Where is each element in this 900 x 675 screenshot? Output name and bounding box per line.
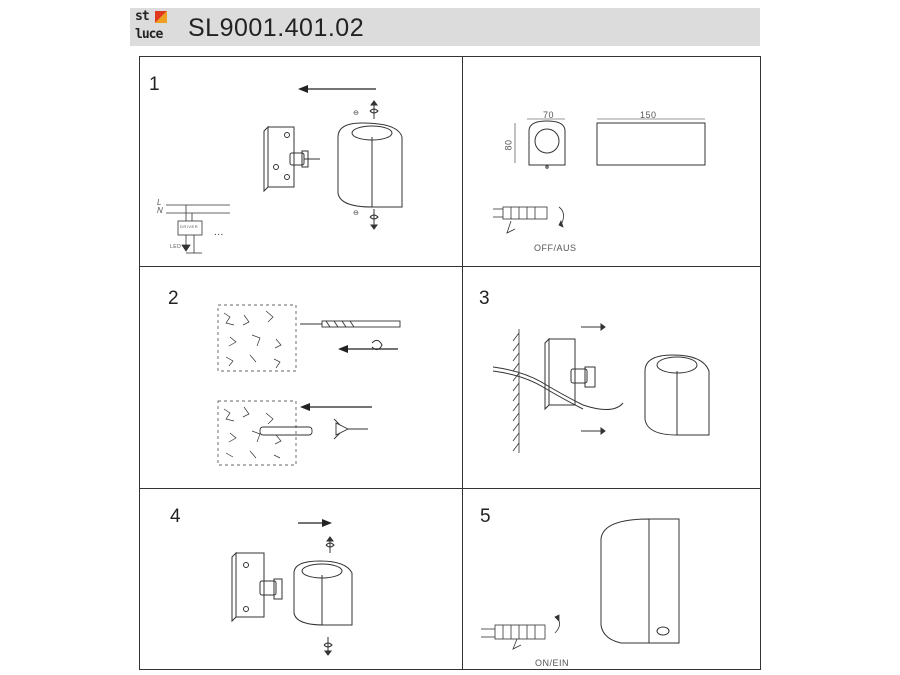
screw-icon [324,537,334,655]
mounting-plate-icon [232,553,282,621]
logo-mark-icon [155,11,167,23]
lamp-assembled-icon [601,519,679,643]
wiring-more-label: ... [214,227,224,238]
arrow-right-icon [298,519,332,527]
drill-bit-icon [300,321,400,327]
wall-hatch-icon [513,329,519,453]
wiring-live-label: L [157,198,162,207]
lamp-body-icon [645,355,709,435]
svg-text:⊖: ⊖ [353,110,359,117]
panel-step4-illustration [140,489,462,669]
svg-text:⊖: ⊖ [353,210,359,217]
dimension-width-label: 70 [543,110,555,120]
step-number-3: 3 [479,288,490,309]
wall-plug-icon [260,419,368,439]
st-luce-logo [133,8,179,48]
step-number-4: 4 [170,506,181,527]
connector-on-icon [481,615,560,649]
panel-dimensions-illustration [463,57,760,266]
front-view-icon [515,119,565,168]
step-number-5: 5 [480,506,491,527]
wall-texture-icon [218,305,296,465]
logo-line2: luce [135,27,163,42]
wiring-driver-label: DRIVER [180,224,199,229]
dimension-height-label: 80 [503,139,514,151]
dimension-length-label: 150 [640,110,657,120]
switch-on-label: ON/EIN [535,658,570,668]
arrow-left-icon [300,403,372,411]
lamp-body-icon [294,561,352,625]
step-number-1: 1 [149,74,160,95]
panel-step5-illustration [463,489,760,669]
screw-icon [353,101,378,229]
lamp-body-icon [338,123,402,207]
panel-step3-illustration [463,267,760,488]
wiring-led-label: LED [170,244,182,250]
panel-step1-illustration [140,57,462,266]
connector-off-icon [493,207,564,233]
side-view-icon [597,119,705,165]
model-title: SL9001.401.02 [188,14,365,42]
cable-icon [493,367,623,410]
mounting-plate-icon [264,127,320,191]
logo-line1: st [135,9,149,24]
wiring-neutral-label: N [157,206,164,215]
step-number-2: 2 [168,288,179,309]
panel-step2-illustration [140,267,462,488]
switch-off-label: OFF/AUS [534,243,577,253]
arrow-left-icon [298,85,376,93]
arrow-left-icon [338,340,398,353]
